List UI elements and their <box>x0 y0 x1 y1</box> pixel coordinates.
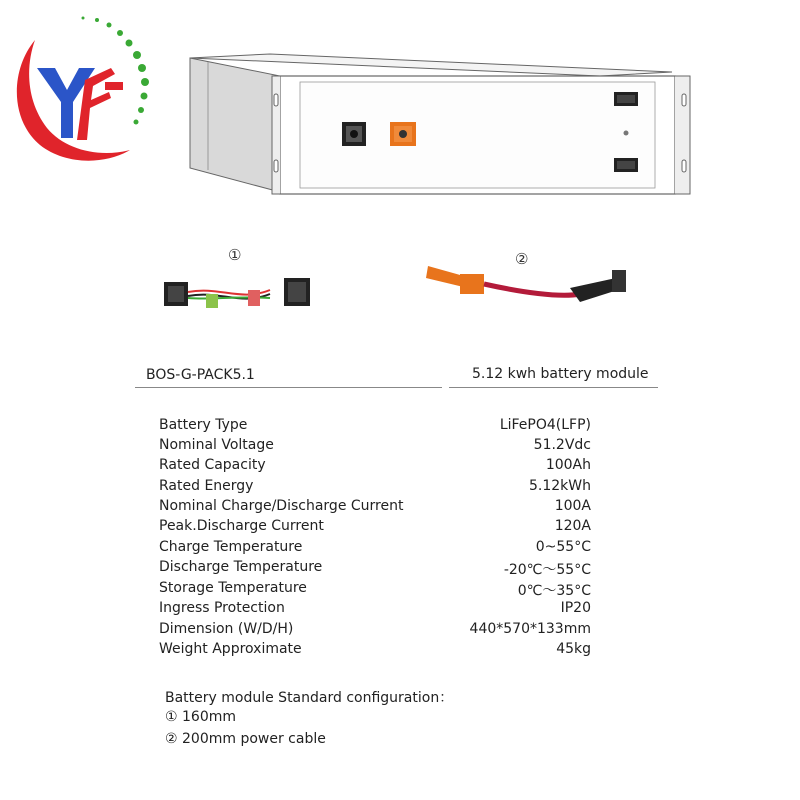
configuration-item-2: ② 200mm power cable <box>165 731 326 747</box>
spec-label: Nominal Charge/Discharge Current <box>159 498 404 514</box>
spec-row <box>159 559 619 579</box>
accessory-1-marker: ① <box>228 246 242 264</box>
header-divider-right <box>449 387 658 388</box>
configuration-title: Battery module Standard configuration： <box>165 690 454 706</box>
power-cable-image <box>420 258 635 308</box>
spec-label: Storage Temperature <box>159 580 307 596</box>
spec-label: Rated Energy <box>159 478 254 494</box>
spec-row <box>159 478 619 498</box>
spec-value: 45kg <box>556 641 591 657</box>
spec-value: 51.2Vdc <box>533 437 591 453</box>
spec-value: 0~55°C <box>535 539 591 555</box>
spec-label: Weight Approximate <box>159 641 302 657</box>
spec-value: 440*570*133mm <box>469 621 591 637</box>
spec-row <box>159 457 619 477</box>
spec-label: Nominal Voltage <box>159 437 274 453</box>
spec-row <box>159 417 619 437</box>
spec-label: Discharge Temperature <box>159 559 323 575</box>
configuration-item-1: ① 160mm <box>165 709 236 725</box>
spec-row <box>159 600 619 620</box>
spec-label: Ingress Protection <box>159 600 285 616</box>
spec-value: 0℃～35°C <box>517 583 591 599</box>
spec-label: Peak.Discharge Current <box>159 518 324 534</box>
spec-row <box>159 580 619 600</box>
header-divider-left <box>135 387 442 388</box>
spec-label: Charge Temperature <box>159 539 303 555</box>
battery-module-illustration <box>180 50 700 200</box>
spec-value: 100A <box>554 498 591 514</box>
spec-label: Battery Type <box>159 417 248 433</box>
spec-row <box>159 641 619 661</box>
spec-row <box>159 437 619 457</box>
spec-value: 100Ah <box>545 457 591 473</box>
spec-row <box>159 518 619 538</box>
spec-value: -20℃～55°C <box>503 562 591 578</box>
spec-row <box>159 498 619 518</box>
brand-logo <box>5 10 160 170</box>
spec-row <box>159 539 619 559</box>
spec-label: Rated Capacity <box>159 457 266 473</box>
spec-label: Dimension (W/D/H) <box>159 621 294 637</box>
communication-cable-image <box>160 272 320 322</box>
accessory-2-marker: ② <box>515 250 529 268</box>
product-description: 5.12 kwh battery module <box>472 366 649 382</box>
spec-value: LiFePO4(LFP) <box>499 417 591 433</box>
spec-value: 120A <box>554 518 591 534</box>
model-name: BOS-G-PACK5.1 <box>146 367 255 383</box>
spec-value: IP20 <box>560 600 591 616</box>
spec-value: 5.12kWh <box>529 478 591 494</box>
spec-row <box>159 621 619 641</box>
